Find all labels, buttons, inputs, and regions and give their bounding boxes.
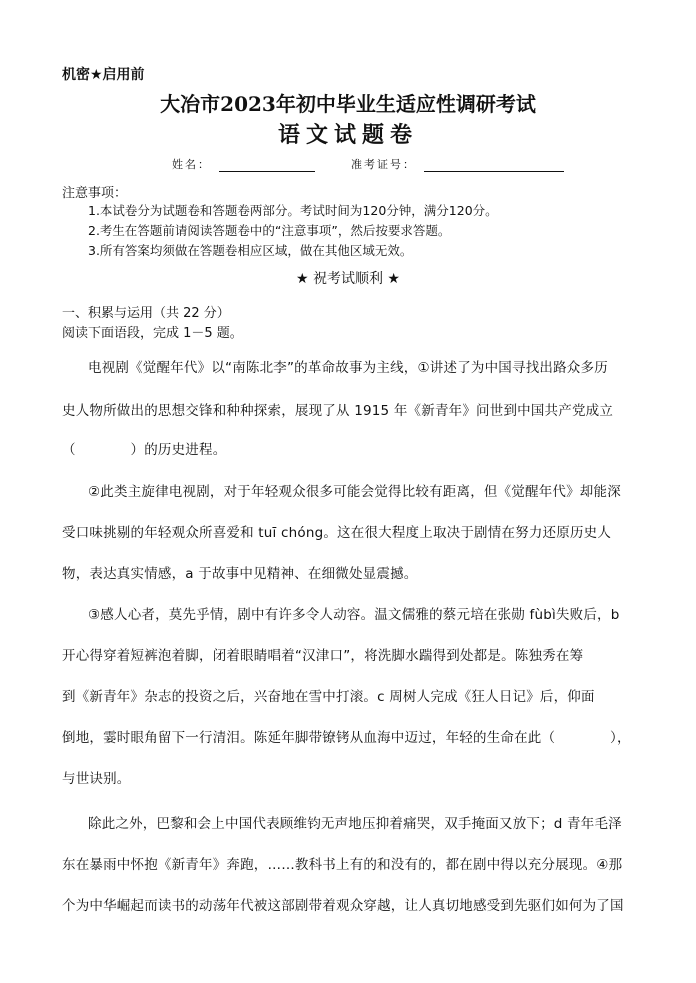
notice-item: 1.本试卷分为试题卷和答题卷两部分。考试时间为120分钟，满分120分。 — [88, 203, 498, 218]
exam-id-label: 准考证号： — [351, 158, 416, 171]
name-blank[interactable] — [219, 159, 315, 172]
section-heading: 一、积累与运用（共 22 分） — [62, 306, 230, 321]
passage-line: 倒地，霎时眼角留下一行清泪。陈延年脚带镣铐从血海中迈过，年轻的生命在此（ ）， — [62, 730, 631, 746]
notice-item: 2.考生在答题前请阅读答题卷中的“注意事项”，然后按要求答题。 — [88, 223, 451, 238]
passage-line: 东在暴雨中怀抱《新青年》奔跑，……教科书上有的和没有的，都在剧中得以充分展现。④那 — [62, 857, 623, 873]
passage-line: ②此类主旋律电视剧，对于年轻观众很多可能会觉得比较有距离，但《觉醒年代》却能深 — [88, 484, 621, 500]
name-label: 姓名： — [172, 158, 211, 171]
passage-line: 到《新青年》杂志的投资之后，兴奋地在雪中打滚。c 周树人完成《狂人日记》后，仰面 — [62, 689, 595, 705]
passage-line: 个为中华崛起而读书的动荡年代被这部剧带着观众穿越，让人真切地感受到先驱们如何为了国 — [62, 898, 624, 914]
passage-line: 史人物所做出的思想交锋和种种探索，展现了从 1915 年《新青年》问世到中国共产党成立 — [62, 403, 614, 419]
passage-line: 受口味挑剔的年轻观众所喜爱和 tuī chóng。这在很大程度上取决于剧情在努力还原历史人 — [62, 525, 612, 541]
passage-line: ③感人心者，莫先乎情，剧中有许多令人动容。温文儒雅的蔡元培在张勋 fùbì失败后，b — [88, 607, 620, 623]
passage-line: 开心得穿着短裤泡着脚，闭着眼睛唱着“汉津口”，将洗脚水踹得到处都是。陈独秀在筹 — [62, 648, 584, 664]
exam-subtitle: 语文试题卷 — [277, 122, 418, 148]
passage-line: 与世诀别。 — [62, 771, 131, 787]
passage-line: 除此之外，巴黎和会上中国代表顾维钧无声地压抑着痛哭，双手掩面又放下；d 青年毛泽 — [88, 816, 622, 832]
notice-heading: 注意事项： — [62, 186, 128, 201]
notice-item: 3.所有答案均须做在答题卷相应区域，做在其他区域无效。 — [88, 243, 413, 258]
good-luck-banner: ★ 祝考试顺利 ★ — [295, 271, 400, 287]
passage-line: （ ）的历史进程。 — [62, 442, 227, 458]
candidate-info — [172, 156, 564, 172]
passage-line: 电视剧《觉醒年代》以“南陈北李”的革命故事为主线，①讲述了为中国寻找出路众多历 — [88, 360, 608, 376]
exam-title: 大冶市2023年初中毕业生适应性调研考试 — [160, 92, 536, 116]
exam-id-blank[interactable] — [424, 159, 564, 172]
passage-line: 物，表达真实情感，a 于故事中见精神、在细微处显震撼。 — [62, 566, 418, 582]
confidential-label: 机密★启用前 — [62, 67, 145, 83]
section-instruction: 阅读下面语段，完成 1－5 题。 — [62, 326, 243, 341]
